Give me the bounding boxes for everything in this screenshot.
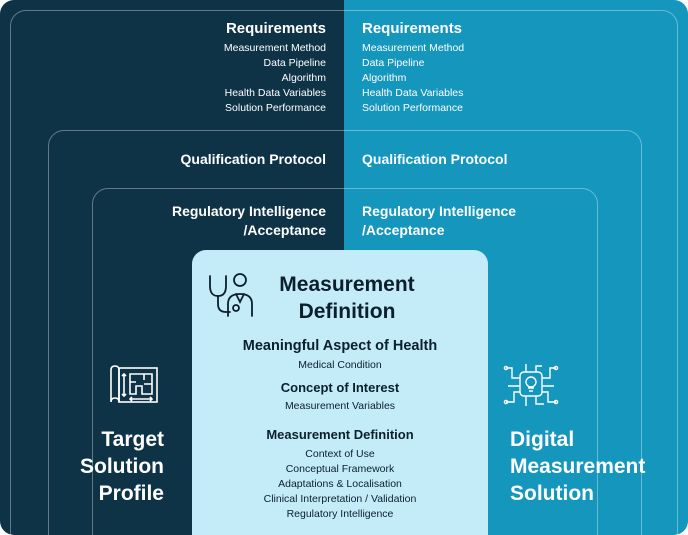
right-label-line: Digital: [510, 428, 575, 451]
right-requirements-title: Requirements: [362, 20, 463, 37]
section-item: Adaptations & Localisation: [278, 478, 402, 490]
right-requirement-item: Health Data Variables: [362, 87, 464, 99]
right-regulatory-line2: /Acceptance: [362, 222, 445, 238]
measurement-definition-box: [192, 250, 488, 535]
doctor-stethoscope-icon: [206, 272, 256, 318]
left-label-line: Target: [101, 428, 164, 451]
right-regulatory-intelligence: [362, 202, 516, 240]
section-item: Regulatory Intelligence: [286, 508, 394, 520]
left-requirement-item: Solution Performance: [225, 102, 326, 114]
right-label-line: Solution: [510, 482, 594, 505]
blueprint-icon: [108, 364, 160, 408]
right-requirement-item: Data Pipeline: [362, 57, 425, 69]
left-requirement-item: Health Data Variables: [224, 87, 326, 99]
target-solution-profile-label: [80, 426, 164, 507]
left-requirements-list: [224, 41, 326, 116]
digital-circuit-icon: [502, 360, 560, 412]
center-title-line2: Definition: [298, 300, 396, 323]
left-qualification-protocol: Qualification Protocol: [180, 151, 326, 167]
right-requirements-list: [362, 41, 464, 116]
right-regulatory-line1: Regulatory Intelligence: [362, 203, 517, 219]
section-item: Context of Use: [305, 448, 375, 460]
left-requirement-item: Algorithm: [281, 72, 326, 84]
left-label-line: Profile: [98, 482, 164, 505]
left-requirements-title: Requirements: [225, 20, 326, 37]
section-item: Medical Condition: [298, 359, 382, 371]
left-regulatory-intelligence: [172, 202, 326, 240]
left-label-line: Solution: [80, 455, 164, 478]
section-item: Measurement Variables: [284, 400, 396, 412]
left-regulatory-line1: Regulatory Intelligence: [171, 203, 326, 219]
section-title: Measurement Definition: [266, 427, 414, 442]
center-title-line1: Measurement: [279, 273, 415, 296]
left-requirement-item: Measurement Method: [223, 42, 326, 54]
right-requirement-item: Measurement Method: [362, 42, 465, 54]
right-requirement-item: Algorithm: [362, 72, 407, 84]
right-qualification-protocol: Qualification Protocol: [362, 151, 508, 167]
center-title: [262, 271, 432, 325]
left-regulatory-line2: /Acceptance: [243, 222, 326, 238]
digital-measurement-solution-label: [510, 426, 645, 507]
section-items: [192, 447, 488, 522]
right-label-line: Measurement: [510, 455, 646, 478]
left-requirement-item: Data Pipeline: [263, 57, 326, 69]
right-requirement-item: Solution Performance: [362, 102, 463, 114]
section-item: Conceptual Framework: [285, 463, 395, 475]
section-title: Meaningful Aspect of Health: [242, 338, 438, 354]
section-item: Clinical Interpretation / Validation: [263, 493, 417, 505]
section-title: Concept of Interest: [280, 380, 400, 395]
